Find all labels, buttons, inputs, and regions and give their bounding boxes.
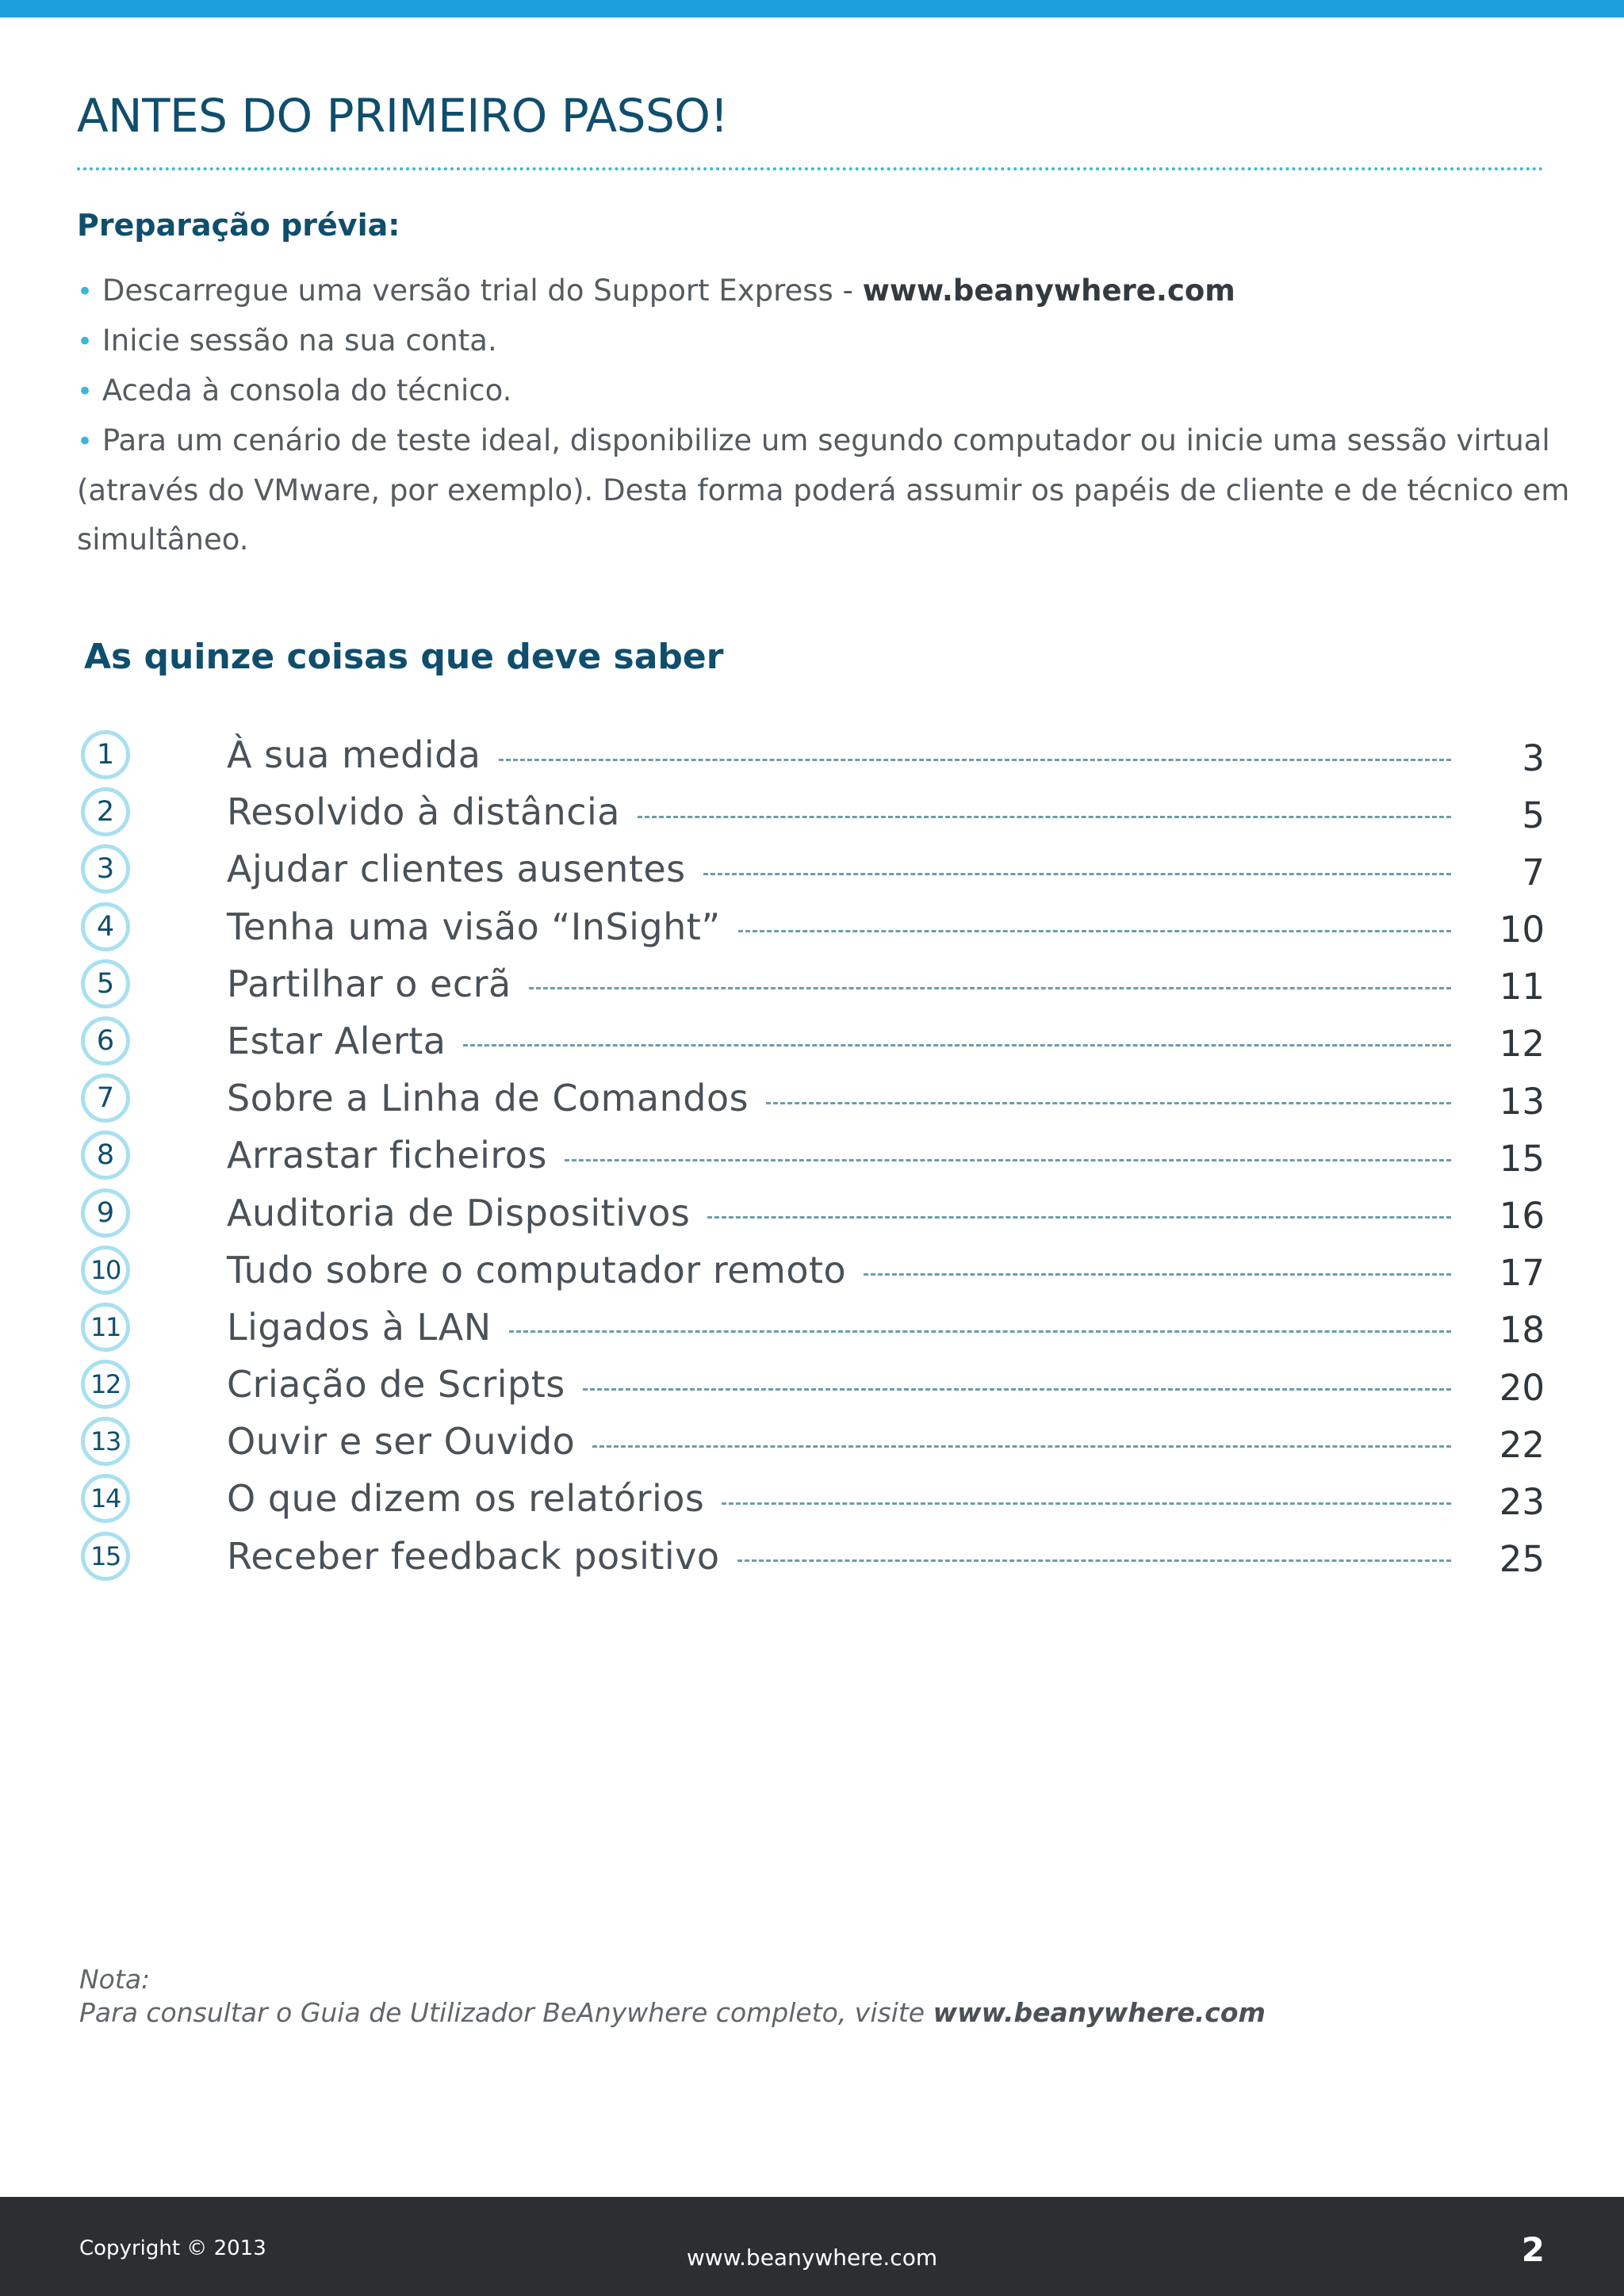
download-link[interactable]: www.beanywhere.com bbox=[862, 274, 1235, 308]
toc-entry-title: Partilhar o ecrã bbox=[227, 962, 511, 1005]
item-number-circle: 15 bbox=[81, 1532, 130, 1581]
toc-entry-title: Sobre a Linha de Comandos bbox=[227, 1077, 749, 1120]
toc-entry-line bbox=[227, 783, 1545, 840]
page-title: ANTES DO PRIMEIRO PASSO! bbox=[77, 89, 729, 143]
item-number-circle: 3 bbox=[81, 844, 130, 894]
toc-page-number: 23 bbox=[1499, 1480, 1545, 1523]
bullet-icon: • bbox=[77, 276, 94, 308]
preparation-item-text: Inicie sessão na sua conta. bbox=[102, 323, 497, 358]
toc-page-number: 18 bbox=[1499, 1309, 1545, 1352]
toc-page-number: 5 bbox=[1522, 794, 1545, 836]
toc-entry-line bbox=[227, 1413, 1545, 1470]
bullet-icon: • bbox=[77, 376, 94, 408]
toc-entry-title: Ligados à LAN bbox=[227, 1305, 492, 1349]
toc-entry[interactable] bbox=[0, 1470, 1624, 1527]
note-block bbox=[79, 1963, 1427, 2030]
toc-entry[interactable] bbox=[0, 1184, 1624, 1242]
toc-entry-title: Ajudar clientes ausentes bbox=[227, 848, 686, 891]
item-number-circle: 10 bbox=[81, 1246, 130, 1295]
toc-entry-line bbox=[227, 1528, 1545, 1585]
toc-entry-title: À sua medida bbox=[227, 733, 481, 776]
dotted-leader bbox=[737, 1559, 1451, 1562]
toc-entry-line bbox=[227, 1242, 1545, 1299]
note-text bbox=[79, 1996, 1427, 2030]
note-label: Nota: bbox=[79, 1964, 151, 1995]
toc-entry[interactable] bbox=[0, 1070, 1624, 1127]
toc-entry-line bbox=[227, 1299, 1545, 1356]
bullet-icon: • bbox=[77, 326, 94, 358]
preparation-item-text: Aceda à consola do técnico. bbox=[102, 373, 512, 408]
toc-entry-line bbox=[227, 898, 1545, 955]
toc-entry-line bbox=[227, 726, 1545, 783]
toc-page-number: 10 bbox=[1499, 909, 1545, 951]
toc-page-number: 15 bbox=[1499, 1137, 1545, 1180]
toc-entry-title: Estar Alerta bbox=[227, 1019, 446, 1062]
dotted-leader bbox=[864, 1273, 1451, 1276]
table-of-contents bbox=[0, 726, 1624, 1585]
item-number-circle: 14 bbox=[81, 1474, 130, 1523]
item-number-circle: 11 bbox=[81, 1303, 130, 1352]
item-number-circle: 1 bbox=[81, 730, 130, 779]
item-number-circle: 6 bbox=[81, 1016, 130, 1066]
toc-entry-title: Arrastar ficheiros bbox=[227, 1134, 547, 1177]
toc-page-number: 13 bbox=[1499, 1080, 1545, 1123]
toc-entry-title: Criação de Scripts bbox=[227, 1363, 565, 1406]
preparation-list bbox=[77, 266, 1591, 564]
toc-entry-line bbox=[227, 840, 1545, 897]
toc-entry[interactable] bbox=[0, 1242, 1624, 1299]
preparation-item bbox=[77, 316, 1591, 366]
toc-entry-line bbox=[227, 1070, 1545, 1127]
toc-entry[interactable] bbox=[0, 726, 1624, 783]
toc-entry[interactable] bbox=[0, 1528, 1624, 1585]
copyright-text: Copyright © 2013 bbox=[79, 2237, 266, 2260]
dotted-leader bbox=[703, 873, 1451, 875]
toc-page-number: 12 bbox=[1499, 1023, 1545, 1066]
toc-entry-line bbox=[227, 1470, 1545, 1527]
toc-entry-title: Tudo sobre o computador remoto bbox=[227, 1248, 847, 1292]
preparation-item bbox=[77, 266, 1591, 316]
toc-entry[interactable] bbox=[0, 1299, 1624, 1356]
toc-entry-title: Receber feedback positivo bbox=[227, 1534, 720, 1578]
toc-entry-line bbox=[227, 1356, 1545, 1413]
dotted-leader bbox=[463, 1044, 1451, 1047]
toc-entry[interactable] bbox=[0, 1356, 1624, 1413]
preparation-heading: Preparação prévia: bbox=[77, 208, 400, 243]
footer-url-link[interactable]: www.beanywhere.com bbox=[686, 2244, 938, 2271]
item-number-circle: 13 bbox=[81, 1417, 130, 1466]
toc-entry[interactable] bbox=[0, 1413, 1624, 1470]
item-number-circle: 12 bbox=[81, 1360, 130, 1409]
toc-entry[interactable] bbox=[0, 840, 1624, 897]
toc-page-number: 3 bbox=[1522, 737, 1545, 779]
preparation-item bbox=[77, 416, 1591, 564]
toc-page-number: 11 bbox=[1499, 966, 1545, 1008]
toc-page-number: 16 bbox=[1499, 1195, 1545, 1237]
toc-page-number: 20 bbox=[1499, 1366, 1545, 1409]
toc-entry[interactable] bbox=[0, 783, 1624, 840]
dotted-leader bbox=[565, 1159, 1451, 1161]
item-number-circle: 7 bbox=[81, 1073, 130, 1123]
dotted-leader bbox=[766, 1102, 1451, 1104]
item-number-circle: 4 bbox=[81, 902, 130, 951]
toc-entry-title: Tenha uma visão “InSight” bbox=[227, 905, 721, 948]
dotted-leader bbox=[722, 1502, 1451, 1505]
toc-page-number: 22 bbox=[1499, 1423, 1545, 1466]
toc-entry[interactable] bbox=[0, 898, 1624, 955]
dotted-leader bbox=[509, 1330, 1451, 1333]
item-number-circle: 9 bbox=[81, 1188, 130, 1238]
bullet-icon: • bbox=[77, 426, 94, 457]
page-number: 2 bbox=[1521, 2230, 1545, 2269]
toc-entry-line bbox=[227, 955, 1545, 1012]
item-number-circle: 8 bbox=[81, 1131, 130, 1180]
toc-heading: As quinze coisas que deve saber bbox=[84, 637, 724, 677]
item-number-circle: 5 bbox=[81, 959, 130, 1008]
toc-page-number: 17 bbox=[1499, 1252, 1545, 1295]
dotted-leader bbox=[638, 816, 1451, 818]
toc-entry-line bbox=[227, 1127, 1545, 1184]
dotted-leader bbox=[592, 1445, 1451, 1448]
toc-entry-title: Ouvir e ser Ouvido bbox=[227, 1420, 576, 1464]
footer bbox=[0, 2197, 1624, 2296]
toc-entry-title: Resolvido à distância bbox=[227, 790, 620, 834]
toc-entry[interactable] bbox=[0, 1127, 1624, 1184]
dotted-leader bbox=[499, 759, 1452, 761]
toc-entry-title: Auditoria de Dispositivos bbox=[227, 1191, 691, 1234]
toc-page-number: 7 bbox=[1522, 851, 1545, 894]
toc-page-number: 25 bbox=[1499, 1538, 1545, 1581]
dotted-leader bbox=[583, 1388, 1451, 1391]
preparation-item bbox=[77, 366, 1591, 416]
dotted-leader bbox=[738, 930, 1451, 932]
toc-entry[interactable] bbox=[0, 955, 1624, 1012]
preparation-item-text: Descarregue uma versão trial do Support Express - bbox=[102, 274, 863, 308]
title-divider bbox=[77, 167, 1544, 170]
item-number-circle: 2 bbox=[81, 787, 130, 836]
note-body: Para consultar o Guia de Utilizador BeAnywhere completo, visite bbox=[79, 1997, 933, 2028]
top-accent-bar bbox=[0, 0, 1624, 17]
toc-entry-title: O que dizem os relatórios bbox=[227, 1477, 705, 1521]
dotted-leader bbox=[707, 1216, 1451, 1219]
note-link[interactable]: www.beanywhere.com bbox=[933, 1997, 1266, 2028]
toc-entry-line bbox=[227, 1012, 1545, 1070]
toc-entry[interactable] bbox=[0, 1012, 1624, 1070]
toc-entry-line bbox=[227, 1184, 1545, 1242]
dotted-leader bbox=[529, 987, 1451, 989]
preparation-item-text: Para um cenário de teste ideal, disponibilize um segundo computador ou inicie uma sessão virtual (através do VMware, por exemplo). Desta forma poderá assumir os papéis de cliente e de técnico em simultâneo. bbox=[77, 423, 1570, 557]
